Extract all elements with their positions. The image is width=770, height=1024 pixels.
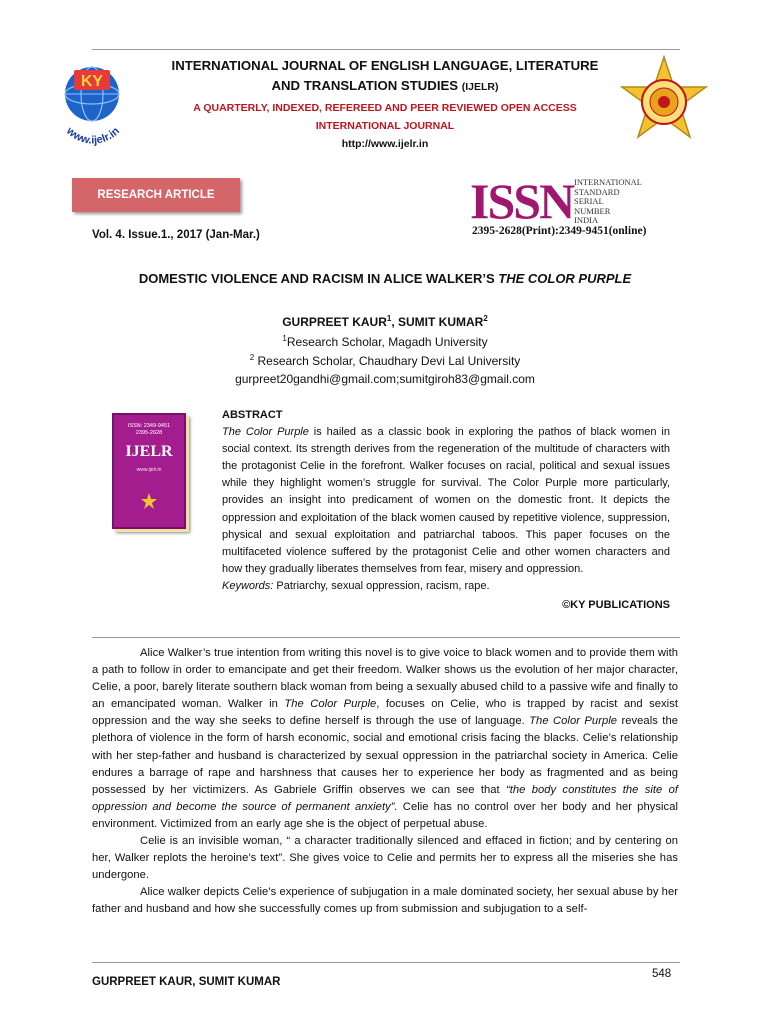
issn-block (470, 173, 680, 242)
paragraph-3: Alice walker depicts Celie’s experience of subjugation in a male dominated society, her sexual abuse by her father and husband and how she successfully comes up from submission and subjugation to a self- (92, 886, 678, 916)
aff-2-text: Research Scholar, Chaudhary Devi Lal University (254, 354, 521, 368)
keywords-label: Keywords: (222, 579, 274, 592)
journal-title-line1: INTERNATIONAL JOURNAL OF ENGLISH LANGUAGE, LITERATURE (171, 58, 599, 73)
header-top-rule (92, 49, 680, 50)
author-2: , SUMIT KUMAR (391, 315, 484, 329)
affiliation-2 (0, 353, 770, 368)
p1-text-c: reveals the plethora of violence in the form of harsh economic, social and emotional crisis facing the blacks. Celie’s relationship with her step-father and husband is characterized by sexual oppression in the patriarchal society in America. Celie endures a barrage of rape and harshness that causes her to experience her body as fragmented and as being possessed by her victimizers. As Gabriele Griffin observes we can see that (92, 715, 678, 796)
p1-text-b: , focuses on Celie, who is trapped by racist and sexist oppression and the way she seeks to define herself is through the use of language. (92, 698, 678, 728)
author-2-sup: 2 (483, 314, 488, 323)
abstract-italic-title: The Color Purple (222, 426, 309, 439)
p1-italic-1: The Color Purple (284, 698, 377, 711)
paper-title-text: DOMESTIC VIOLENCE AND RACISM IN ALICE WALKER’S (138, 271, 499, 286)
footer-rule (92, 962, 680, 963)
copyright: ©KY PUBLICATIONS (562, 599, 670, 612)
journal-abbrev: (IJELR) (461, 81, 499, 93)
abstract-separator (92, 637, 680, 638)
journal-title (130, 56, 640, 97)
abstract-body: is hailed as a classic book in exploring the pathos of black women in social context. Its strength derives from the regeneration of the multitude of characters with the protagonist Celie in the forefront. Walker focuses on racial, political and sexual issues while they highlight women’s struggle for survival. The Color Purple more particularly, provides an insight into predicament of women on the domestic front. It depicts the oppression and exploitation of the black women caused by repetitive violence, suppression, physical and sexual exploitation and patriarchal taboos. This paper focuses on the multifaceted violence suffered by the protagonist Celie and other women characters and how they gradually liberates themselves from fear, misery and oppression. (222, 426, 670, 575)
abstract-text (222, 424, 670, 578)
issn-words (574, 178, 642, 226)
research-article-badge: RESEARCH ARTICLE (72, 178, 240, 212)
aff-2-sup: 2 (249, 353, 255, 362)
logo-url-text: www.ijelr.in (64, 125, 122, 147)
body-text (92, 645, 678, 919)
issn-numbers: 2395-2628(Print):2349-9451(online) (472, 225, 647, 237)
journal-url[interactable]: http://www.ijelr.in (341, 138, 429, 150)
star-seal-emblem (616, 55, 712, 151)
cover-star-icon (141, 493, 157, 509)
issn-word: INTERNATIONAL (574, 177, 642, 187)
footer-authors: GURPREET KAUR, SUMIT KUMAR (92, 976, 281, 988)
paper-authors (0, 314, 770, 329)
journal-cover-image (112, 413, 186, 529)
author-emails[interactable]: gurpreet20gandhi@gmail.com;sumitgiroh83@gmail.com (235, 372, 535, 386)
abstract-section (222, 407, 670, 614)
issn-word: STANDARD (574, 186, 620, 197)
page-number: 548 (652, 968, 672, 980)
cover-issn-2: 2395-2628 (135, 430, 163, 436)
cover-issn: ISSN: 2349-9451 (127, 423, 171, 429)
issn-word: NUMBER (574, 205, 611, 216)
author-1: GURPREET KAUR (282, 315, 387, 329)
paper-title-italic: THE COLOR PURPLE (498, 271, 632, 286)
logo-ky-text: KY (80, 73, 104, 90)
svg-text:www.ijelr.in (63, 124, 122, 146)
paper-title (60, 271, 710, 286)
issn-logo: ISSN (470, 173, 574, 229)
paragraph-2: Celie is an invisible woman, “ a character traditionally silenced and effaced in fiction; and by centering on her, Walker replots the heroine’s text”. She gives voice to Celie and permits her to express all the miseries she has undergone. (92, 835, 678, 882)
p1-text-a: Alice Walker’s true intention from writing this novel is to give voice to black women and to provide them with a path to follow in order to emancipate and get their freedom. Walker shows us the evolution of her major character, Celie, a poor, barely literate southern black woman from being a sexually abused child to a passive wife and finally to an emancipated woman. Walker in (92, 647, 678, 711)
journal-tagline-line2: INTERNATIONAL JOURNAL (315, 120, 455, 132)
author-1-sup: 1 (386, 314, 392, 323)
journal-tagline (130, 99, 640, 135)
paragraph-1 (92, 645, 678, 833)
keywords (222, 578, 670, 595)
p1-text-d: Celie has no control over her body and her physical environment. Victimized from an early age she is the object of perpetual abuse. (92, 800, 679, 830)
affiliation-1 (0, 334, 770, 349)
cover-url: www.ijelr.in (136, 467, 162, 473)
issn-word: SERIAL (574, 196, 604, 207)
keywords-list: Patriarchy, sexual oppression, racism, rape. (273, 579, 490, 592)
abstract-heading: ABSTRACT (222, 409, 283, 421)
issn-word: INDIA (574, 215, 599, 226)
p1-quote: “the body constitutes the site of oppression and become the source of permanent anxiety”. (92, 783, 679, 813)
cover-title: IJELR (125, 443, 173, 460)
aff-1-text: Research Scholar, Magadh University (286, 335, 488, 349)
aff-1-sup: 1 (282, 334, 287, 343)
p1-italic-2: The Color Purple (529, 715, 618, 728)
ky-publications-logo (44, 56, 140, 152)
journal-tagline-line1: A QUARTERLY, INDEXED, REFEREED AND PEER REVIEWED OPEN ACCESS (193, 102, 577, 114)
journal-title-line2: AND TRANSLATION STUDIES (271, 78, 459, 93)
volume-issue: Vol. 4. Issue.1., 2017 (Jan-Mar.) (92, 229, 260, 241)
